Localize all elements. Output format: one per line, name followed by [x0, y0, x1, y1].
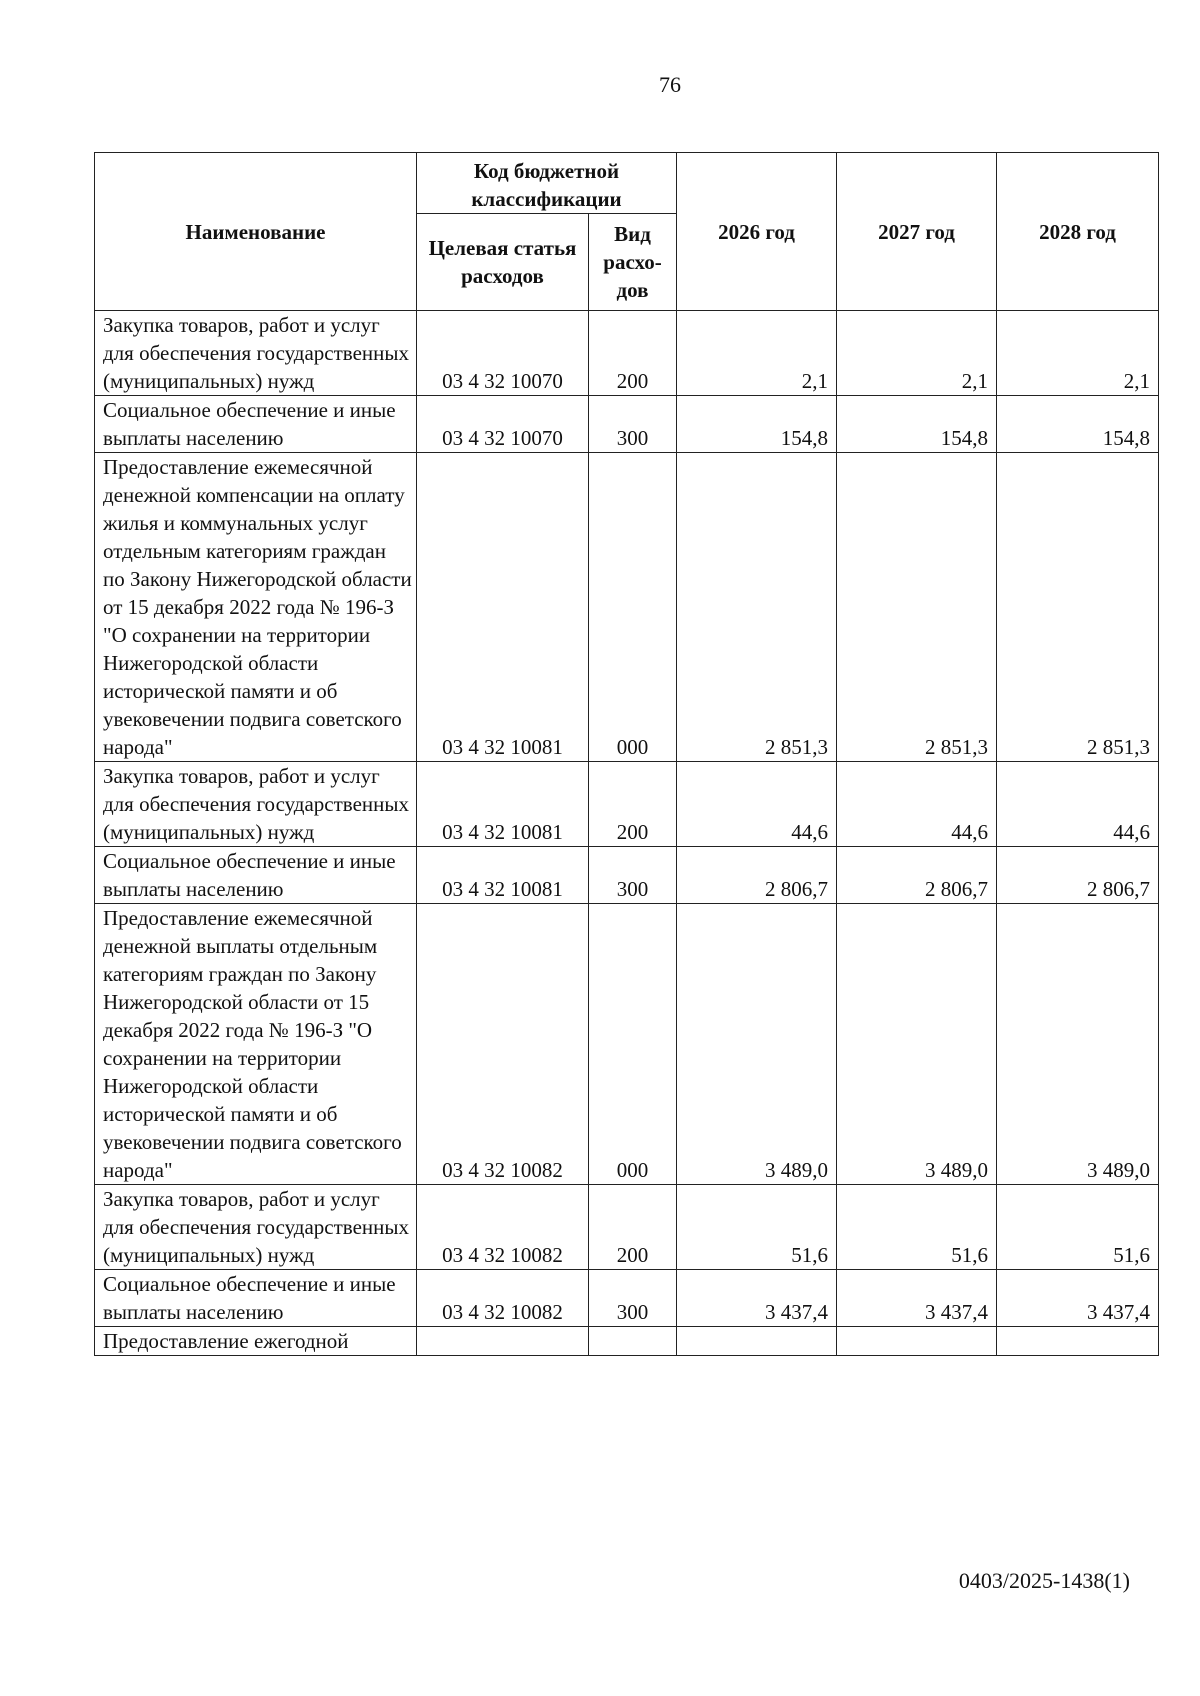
row-2028-cell: 154,8: [997, 396, 1159, 453]
row-2028-cell: 2,1: [997, 311, 1159, 396]
row-2026-cell: 2 806,7: [677, 847, 837, 904]
row-name-cell: Закупка товаров, работ и услуг для обеспечения государственных (муниципальных) нужд: [95, 762, 417, 847]
row-expense-type-cell: 300: [589, 1270, 677, 1327]
row-2027-cell: 3 437,4: [837, 1270, 997, 1327]
row-target-article-cell: 03 4 32 10081: [417, 453, 589, 762]
row-2026-cell: 51,6: [677, 1185, 837, 1270]
row-name-cell: Социальное обеспечение и иные выплаты населению: [95, 1270, 417, 1327]
row-name-cell: Социальное обеспечение и иные выплаты населению: [95, 847, 417, 904]
row-2026-cell: 2,1: [677, 311, 837, 396]
row-2027-cell: 44,6: [837, 762, 997, 847]
row-target-article-cell: 03 4 32 10082: [417, 904, 589, 1185]
row-expense-type-cell: 000: [589, 904, 677, 1185]
row-2028-cell: 3 437,4: [997, 1270, 1159, 1327]
row-target-article-cell: 03 4 32 10082: [417, 1270, 589, 1327]
row-2027-cell: 3 489,0: [837, 904, 997, 1185]
row-name-cell: Предоставление ежемесячной денежной компенсации на оплату жилья и коммунальных услуг отдельным категориям граждан по Закону Нижегородской области от 15 декабря 2022 года № 196-З "О сохранении на территории Нижегородской области исторической памяти и об увековечении подвига советского народа": [95, 453, 417, 762]
row-target-article-cell: 03 4 32 10082: [417, 1185, 589, 1270]
row-target-article-cell: 03 4 32 10070: [417, 311, 589, 396]
row-2026-cell: 2 851,3: [677, 453, 837, 762]
header-name: Наименование: [95, 153, 417, 311]
row-2026-cell: [677, 1327, 837, 1356]
table-row: [95, 1270, 1159, 1327]
table-row: [95, 1327, 1159, 1356]
row-target-article-cell: 03 4 32 10081: [417, 762, 589, 847]
header-budget-code: Код бюджетной классификации: [417, 153, 677, 214]
table-row: [95, 453, 1159, 762]
row-2028-cell: 51,6: [997, 1185, 1159, 1270]
row-2028-cell: [997, 1327, 1159, 1356]
row-name-cell: Предоставление ежемесячной денежной выплаты отдельным категориям граждан по Закону Нижегородской области от 15 декабря 2022 года № 196-З "О сохранении на территории Нижегородской области исторической памяти и об увековечении подвига советского народа": [95, 904, 417, 1185]
row-2026-cell: 3 437,4: [677, 1270, 837, 1327]
row-2028-cell: 3 489,0: [997, 904, 1159, 1185]
row-expense-type-cell: 200: [589, 311, 677, 396]
header-expense-type: Вид расхо-дов: [589, 214, 677, 311]
document-code: 0403/2025-1438(1): [958, 1568, 1130, 1593]
row-name-cell: Социальное обеспечение и иные выплаты населению: [95, 396, 417, 453]
row-2027-cell: 2,1: [837, 311, 997, 396]
table-row: [95, 847, 1159, 904]
row-expense-type-cell: 200: [589, 762, 677, 847]
row-target-article-cell: 03 4 32 10081: [417, 847, 589, 904]
row-2028-cell: 44,6: [997, 762, 1159, 847]
row-2027-cell: 2 851,3: [837, 453, 997, 762]
row-name-cell: Предоставление ежегодной: [95, 1327, 417, 1356]
row-2027-cell: 2 806,7: [837, 847, 997, 904]
table-header: [95, 153, 1159, 311]
row-expense-type-cell: 200: [589, 1185, 677, 1270]
row-2028-cell: 2 851,3: [997, 453, 1159, 762]
row-2027-cell: 51,6: [837, 1185, 997, 1270]
row-target-article-cell: [417, 1327, 589, 1356]
row-2028-cell: 2 806,7: [997, 847, 1159, 904]
row-2026-cell: 44,6: [677, 762, 837, 847]
row-2026-cell: 3 489,0: [677, 904, 837, 1185]
row-name-cell: Закупка товаров, работ и услуг для обеспечения государственных (муниципальных) нужд: [95, 1185, 417, 1270]
table-row: [95, 762, 1159, 847]
table-row: [95, 1185, 1159, 1270]
table-row: [95, 904, 1159, 1185]
row-expense-type-cell: [589, 1327, 677, 1356]
row-2027-cell: 154,8: [837, 396, 997, 453]
page-number: 76: [659, 72, 681, 97]
header-year-2026: 2026 год: [677, 153, 837, 311]
row-2026-cell: 154,8: [677, 396, 837, 453]
row-expense-type-cell: 000: [589, 453, 677, 762]
table-row: [95, 311, 1159, 396]
table-row: [95, 396, 1159, 453]
budget-table: [94, 152, 1159, 1356]
row-expense-type-cell: 300: [589, 847, 677, 904]
header-year-2028: 2028 год: [997, 153, 1159, 311]
row-name-cell: Закупка товаров, работ и услуг для обеспечения государственных (муниципальных) нужд: [95, 311, 417, 396]
header-year-2027: 2027 год: [837, 153, 997, 311]
header-target-article: Целевая статья расходов: [417, 214, 589, 311]
row-expense-type-cell: 300: [589, 396, 677, 453]
row-target-article-cell: 03 4 32 10070: [417, 396, 589, 453]
row-2027-cell: [837, 1327, 997, 1356]
table-body: [95, 311, 1159, 1356]
